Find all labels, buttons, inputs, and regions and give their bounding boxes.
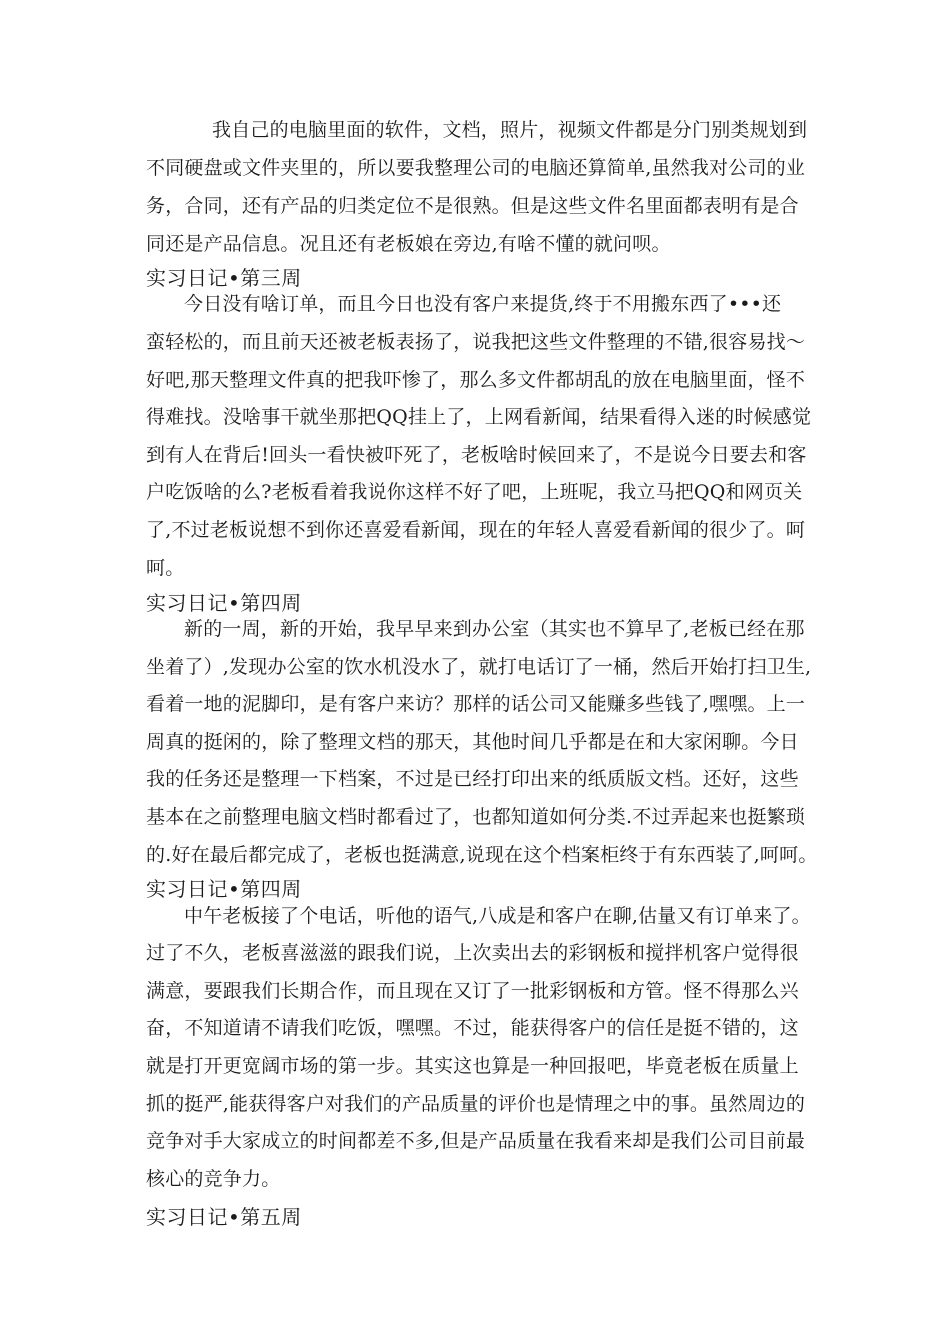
paragraph-line: 过了不久，老板喜滋滋的跟我们说，上次卖出去的彩钢板和搅拌机客户觉得很 (146, 942, 799, 964)
paragraph-line: 满意，要跟我们长期合作，而且现在又订了一批彩钢板和方管。怪不得那么兴 (146, 980, 799, 1002)
paragraph-line: 抓的挺严,能获得客户对我们的产品质量的评价也是情理之中的事。虽然周边的 (146, 1093, 806, 1115)
paragraph-line: 核心的竞争力。 (146, 1168, 281, 1190)
paragraph-line: 就是打开更宽阔市场的第一步。其实这也算是一种回报吧，毕竟老板在质量上 (146, 1055, 799, 1077)
paragraph-line: 竞争对手大家成立的时间都差不多,但是产品质量在我看来却是我们公司目前最 (146, 1130, 806, 1152)
paragraph-line: 得难找。没啥事干就坐那把QQ挂上了，上网看新闻，结果看得入迷的时候感觉 (146, 406, 812, 428)
paragraph-line: 坐着了）,发现办公室的饮水机没水了，就打电话订了一桶，然后开始打扫卫生, (146, 656, 812, 678)
paragraph-line: 好吧,那天整理文件真的把我吓惨了，那么多文件都胡乱的放在电脑里面，怪不 (146, 369, 806, 391)
paragraph-line: 户吃饭啥的么?老板看着我说你这样不好了吧，上班呢，我立马把QQ和网页关 (146, 481, 803, 503)
section-heading: 实习日记•第三周 (146, 266, 302, 290)
paragraph-line: 蛮轻松的，而且前天还被老板表扬了，说我把这些文件整理的不错,很容易找～ (146, 331, 806, 353)
paragraph-line: 基本在之前整理电脑文档时都看过了，也都知道如何分类.不过弄起来也挺繁琐 (146, 806, 806, 828)
section-heading: 实习日记•第四周 (146, 591, 302, 615)
section-heading: 实习日记•第四周 (146, 877, 302, 901)
section-heading: 实习日记•第五周 (146, 1205, 302, 1229)
paragraph-line: 新的一周，新的开始，我早早来到办公室（其实也不算早了,老板已经在那 (184, 618, 805, 640)
paragraph-line: 不同硬盘或文件夹里的，所以要我整理公司的电脑还算简单,虽然我对公司的业 (146, 157, 806, 179)
paragraph-line: 周真的挺闲的，除了整理文档的那天，其他时间几乎都是在和大家闲聊。今日 (146, 731, 799, 753)
paragraph-line: 奋，不知道请不请我们吃饭，嘿嘿。不过，能获得客户的信任是挺不错的，这 (146, 1017, 799, 1039)
paragraph-line: 呵。 (146, 557, 185, 579)
paragraph-line: 了,不过老板说想不到你还喜爱看新闻，现在的年轻人喜爱看新闻的很少了。呵 (146, 519, 806, 541)
paragraph-line: 我自己的电脑里面的软件，文档，照片，视频文件都是分门别类规划到 (212, 119, 808, 141)
paragraph-line: 今日没有啥订单，而且今日也没有客户来提货,终于不用搬东西了•••还 (184, 293, 782, 315)
paragraph-line: 我的任务还是整理一下档案，不过是已经打印出来的纸质版文档。还好，这些 (146, 768, 799, 790)
paragraph-line: 看着一地的泥脚印，是有客户来访？那样的话公司又能赚多些钱了,嘿嘿。上一 (146, 693, 806, 715)
paragraph-line: 同还是产品信息。况且还有老板娘在旁边,有啥不懂的就问呗。 (146, 233, 671, 255)
paragraph-line: 到有人在背后!回头一看快被吓死了，老板啥时候回来了，不是说今日要去和客 (146, 444, 807, 466)
paragraph-line: 中午老板接了个电话，听他的语气,八成是和客户在聊,估量又有订单来了。 (184, 905, 811, 927)
paragraph-line: 务，合同，还有产品的归类定位不是很熟。但是这些文件名里面都表明有是合 (146, 195, 799, 217)
paragraph-line: 的.好在最后都完成了，老板也挺满意,说现在这个档案柜终于有东西装了,呵呵。 (146, 844, 818, 866)
